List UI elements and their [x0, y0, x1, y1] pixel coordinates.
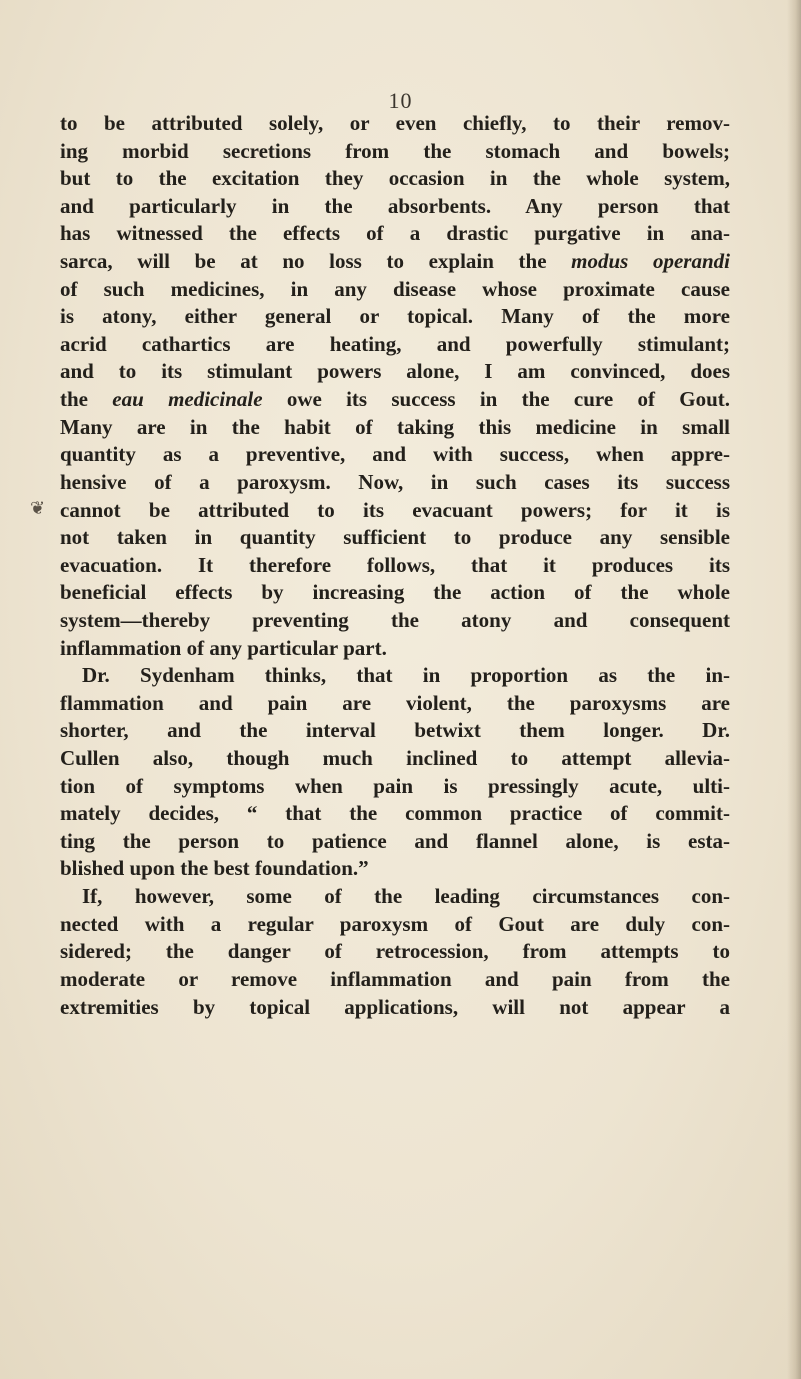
text-line: acrid cathartics are heating, and powerfully stimulant;	[60, 331, 730, 356]
text-line: inflammation of any particular part.	[60, 635, 387, 660]
text-line: nected with a regular paroxysm of Gout are duly con-	[60, 911, 730, 936]
text-line: blished upon the best foundation.”	[60, 856, 369, 881]
text-segment: sarca, will be at no loss to explain the	[60, 249, 572, 274]
text-line: ting the person to patience and flannel alone, is esta-	[60, 828, 730, 853]
text-line	[60, 386, 730, 414]
text-line: flammation and pain are violent, the paroxysms are	[60, 690, 730, 715]
page-number: 10	[388, 88, 413, 113]
text-line: sidered; the danger of retrocession, from attempts to	[60, 939, 730, 964]
italic-phrase: eau medicinale	[112, 387, 263, 412]
text-line: has witnessed the effects of a drastic purgative in ana-	[60, 221, 730, 246]
text-line: and particularly in the absorbents. Any person that	[60, 193, 730, 218]
text-line: shorter, and the interval betwixt them longer. Dr.	[60, 718, 730, 743]
text-line: and to its stimulant powers alone, I am convinced, does	[60, 359, 730, 384]
margin-mark: ❦	[30, 498, 46, 518]
body-text	[60, 110, 730, 1021]
page-edge-shadow	[787, 0, 801, 1379]
text-line: Dr. Sydenham thinks, that in proportion as the in-	[82, 663, 730, 688]
text-line: Cullen also, though much inclined to attempt allevia-	[60, 746, 730, 771]
text-line: is atony, either general or topical. Many of the more	[60, 304, 730, 329]
text-line: ing morbid secretions from the stomach and bowels;	[60, 138, 730, 163]
text-line: hensive of a paroxysm. Now, in such cases its success	[60, 469, 730, 494]
text-line: but to the excitation they occasion in the whole system,	[60, 166, 730, 191]
text-line: evacuation. It therefore follows, that it produces its	[60, 552, 730, 577]
italic-phrase: modus operandi	[571, 249, 730, 274]
text-line: If, however, some of the leading circumstances con-	[82, 884, 730, 909]
text-line: tion of symptoms when pain is pressingly acute, ulti-	[60, 773, 730, 798]
text-line: moderate or remove inflammation and pain from the	[60, 966, 730, 991]
text-line: extremities by topical applications, will not appear a	[60, 994, 730, 1019]
text-line: to be attributed solely, or even chiefly, to their remov-	[60, 111, 730, 135]
text-line: of such medicines, in any disease whose proximate cause	[60, 276, 730, 301]
text-line: system—thereby preventing the atony and consequent	[60, 607, 730, 632]
text-line: beneficial effects by increasing the action of the whole	[60, 580, 730, 605]
text-line: Many are in the habit of taking this medicine in small	[60, 414, 730, 439]
text-segment: owe its success in the cure of Gout.	[262, 387, 730, 412]
text-line: cannot be attributed to its evacuant powers; for it is	[60, 497, 730, 522]
text-segment: the	[60, 387, 113, 412]
text-line: mately decides, “ that the common practice of commit-	[60, 801, 730, 826]
text-line	[60, 248, 730, 276]
text-line: not taken in quantity sufficient to produce any sensible	[60, 525, 730, 550]
text-line: quantity as a preventive, and with success, when appre-	[60, 442, 730, 467]
